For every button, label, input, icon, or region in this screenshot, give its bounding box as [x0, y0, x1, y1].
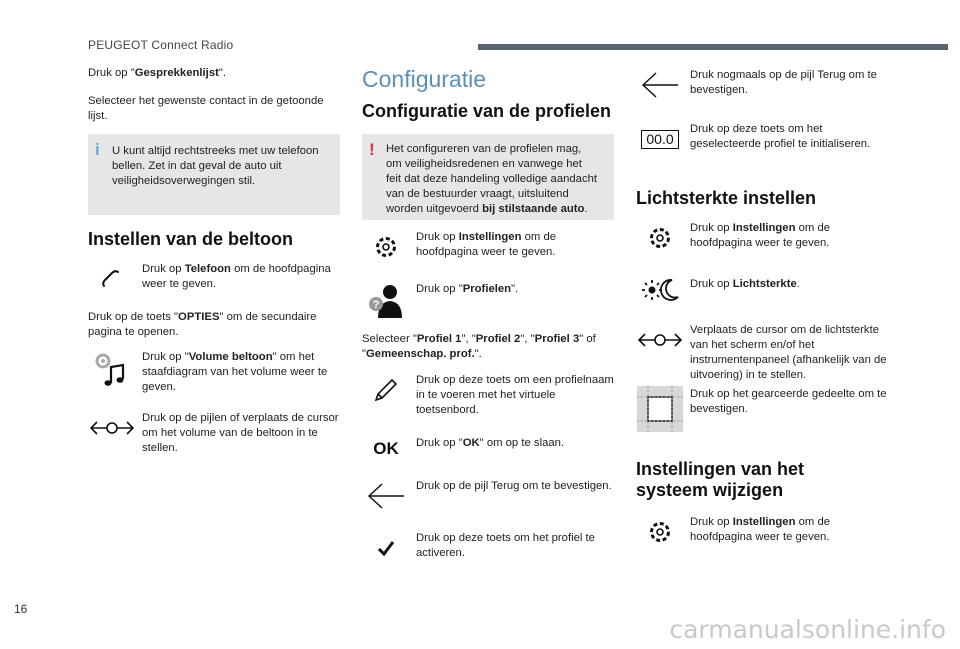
step-edit-name: Druk op deze toets om een profielnaam in te voeren met het virtuele toetsenbord.	[362, 371, 614, 418]
paragraph-select-contact: Selecteer het gewenste contact in de getoonde lijst.	[88, 95, 324, 122]
paragraph-select-profile: Selecteer "Profiel 1", "Profiel 2", "Profiel 3" of "Gemeenschap. prof.".	[362, 333, 596, 360]
page-title: Configuratie	[362, 66, 487, 92]
step-ringtone-adjust: Druk op de pijlen of verplaats de cursor om het volume van de beltoon in te stellen.	[88, 409, 340, 456]
info-text: U kunt altijd rechtstreeks met uw telefoon bellen. Zet in dat geval de auto uit veiligheidsoverwegingen stil.	[112, 145, 319, 187]
profile-icon	[362, 280, 410, 320]
back-arrow-icon	[362, 477, 410, 515]
slider-arrows-icon	[88, 409, 136, 447]
step-reset: 00.0 Druk op deze toets om het geselecteerde profiel te initialiseren.	[636, 120, 888, 158]
column-2	[362, 66, 614, 567]
warning-icon: !	[369, 140, 375, 159]
info-icon: i	[95, 140, 100, 159]
step-brightness: Druk op Lichtsterkte.	[636, 271, 888, 309]
heading-profiles: Configuratie van de profielen	[362, 101, 612, 121]
slider-arrows-icon	[636, 321, 684, 359]
step-profiles: ? Druk op "Profielen".	[362, 280, 614, 320]
svg-text:?: ?	[372, 299, 380, 311]
step-back-again: Druk nogmaals op de pijl Terug om te bevestigen.	[636, 66, 888, 104]
page-number: 16	[14, 602, 28, 616]
step-back: Druk op de pijl Terug om te bevestigen.	[362, 477, 614, 515]
back-arrow-icon	[636, 66, 684, 104]
info-box	[88, 134, 340, 215]
step-phone: Druk op Telefoon om de hoofdpagina weer te geven.	[88, 260, 340, 298]
step-settings: Druk op Instellingen om de hoofdpagina weer te geven.	[362, 228, 614, 266]
ringtone-settings-icon	[88, 348, 136, 392]
warning-box	[362, 134, 614, 220]
step-ok: OK Druk op "OK" om op te slaan.	[362, 430, 614, 468]
step-brightness-settings: Druk op Instellingen om de hoofdpagina weer te geven.	[636, 219, 888, 257]
watermark: carmanualsonline.info	[669, 615, 946, 644]
step-ringtone-volume: Druk op "Volume beltoon" om het staafdiagram van het volume weer te geven.	[88, 348, 340, 395]
column-1	[88, 66, 340, 456]
paragraph-options: Druk op de toets "OPTIES" om de secundaire pagina te openen.	[88, 311, 317, 338]
pencil-icon	[362, 371, 410, 409]
paragraph-call-list: Druk op "Gesprekkenlijst".	[88, 67, 227, 79]
heading-system-settings: Instellingen van het systeem wijzigen	[636, 459, 805, 500]
heading-brightness: Lichtsterkte instellen	[636, 188, 817, 208]
gear-icon	[362, 228, 410, 266]
hatched-area-icon	[636, 385, 684, 433]
step-hatched-area: Druk op het gearceerde gedeelte om te bevestigen.	[636, 385, 888, 433]
phone-icon	[88, 260, 136, 298]
header-title: PEUGEOT Connect Radio	[88, 38, 234, 52]
step-system-settings: Druk op Instellingen om de hoofdpagina weer te geven.	[636, 513, 888, 551]
header-bar	[478, 44, 948, 50]
ok-icon: OK	[373, 439, 399, 458]
checkmark-icon	[362, 529, 410, 567]
heading-ringtone: Instellen van de beltoon	[88, 229, 294, 249]
reset-icon: 00.0	[636, 120, 684, 158]
sun-moon-icon	[636, 271, 684, 309]
gear-icon	[636, 219, 684, 257]
step-brightness-adjust: Verplaats de cursor om de lichtsterkte van het scherm en/of het instrumentenpaneel (afhankelijk van de uitvoering) in te stellen.	[636, 321, 888, 383]
gear-icon	[636, 513, 684, 551]
warning-text: Het configureren van de profielen mag, om veiligheidsredenen en vanwege het feit dat deze handeling volledige aandacht van de bestuurder vraagt, uitsluitend worden uitgevoerd bij stilstaande auto.	[386, 143, 598, 215]
column-3	[636, 66, 888, 551]
step-activate: Druk op deze toets om het profiel te activeren.	[362, 529, 614, 567]
